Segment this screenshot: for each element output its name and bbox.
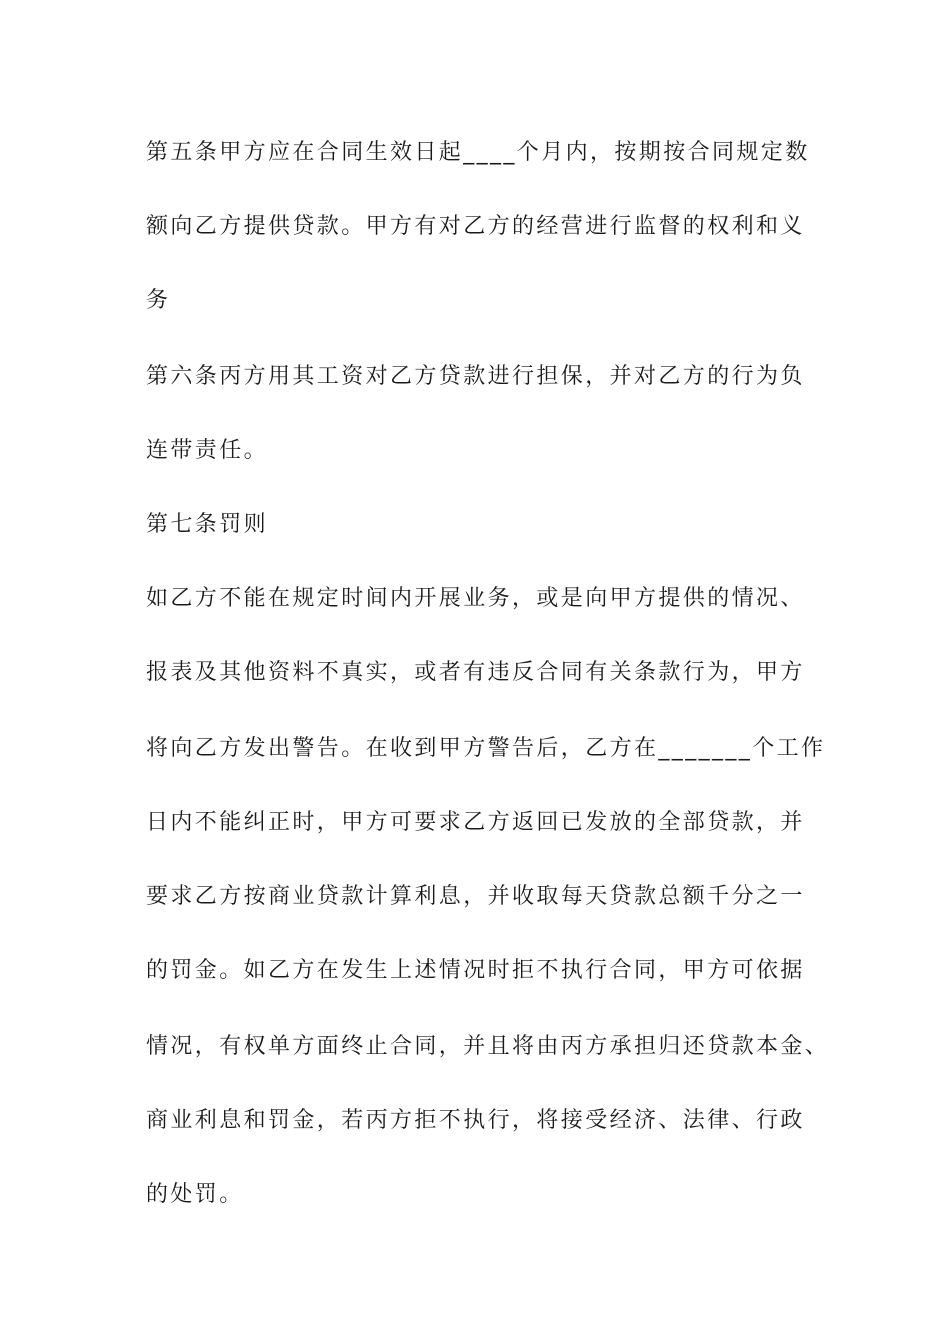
text-line: 如乙方不能在规定时间内开展业务，或是向甲方提供的情况、 [146, 586, 805, 611]
text-line: 第六条丙方用其工资对乙方贷款进行担保，并对乙方的行为负 [146, 364, 805, 389]
text-line: 报表及其他资料不真实，或者有违反合同有关条款行为，甲方 [146, 660, 805, 685]
text-line: 的处罚。 [146, 1182, 244, 1207]
text-line: 商业利息和罚金，若丙方拒不执行，将接受经济、法律、行政 [146, 1108, 805, 1133]
text-line: 情况，有权单方面终止合同，并且将由丙方承担归还贷款本金、 [146, 1034, 830, 1059]
text-line: 的罚金。如乙方在发生上述情况时拒不执行合同，甲方可依据 [146, 958, 805, 983]
text-line: 将向乙方发出警告。在收到甲方警告后，乙方在_______个工作 [146, 736, 826, 761]
text-line: 第五条甲方应在合同生效日起____个月内，按期按合同规定数 [146, 140, 810, 165]
text-line: 务 [146, 288, 171, 313]
text-line: 连带责任。 [146, 438, 269, 463]
text-line: 日内不能纠正时，甲方可要求乙方返回已发放的全部贷款，并 [146, 810, 805, 835]
text-line: 额向乙方提供贷款。甲方有对乙方的经营进行监督的权利和义 [146, 214, 805, 239]
section-heading: 第七条罚则 [146, 512, 269, 537]
text-line: 要求乙方按商业贷款计算利息，并收取每天贷款总额千分之一 [146, 884, 805, 909]
